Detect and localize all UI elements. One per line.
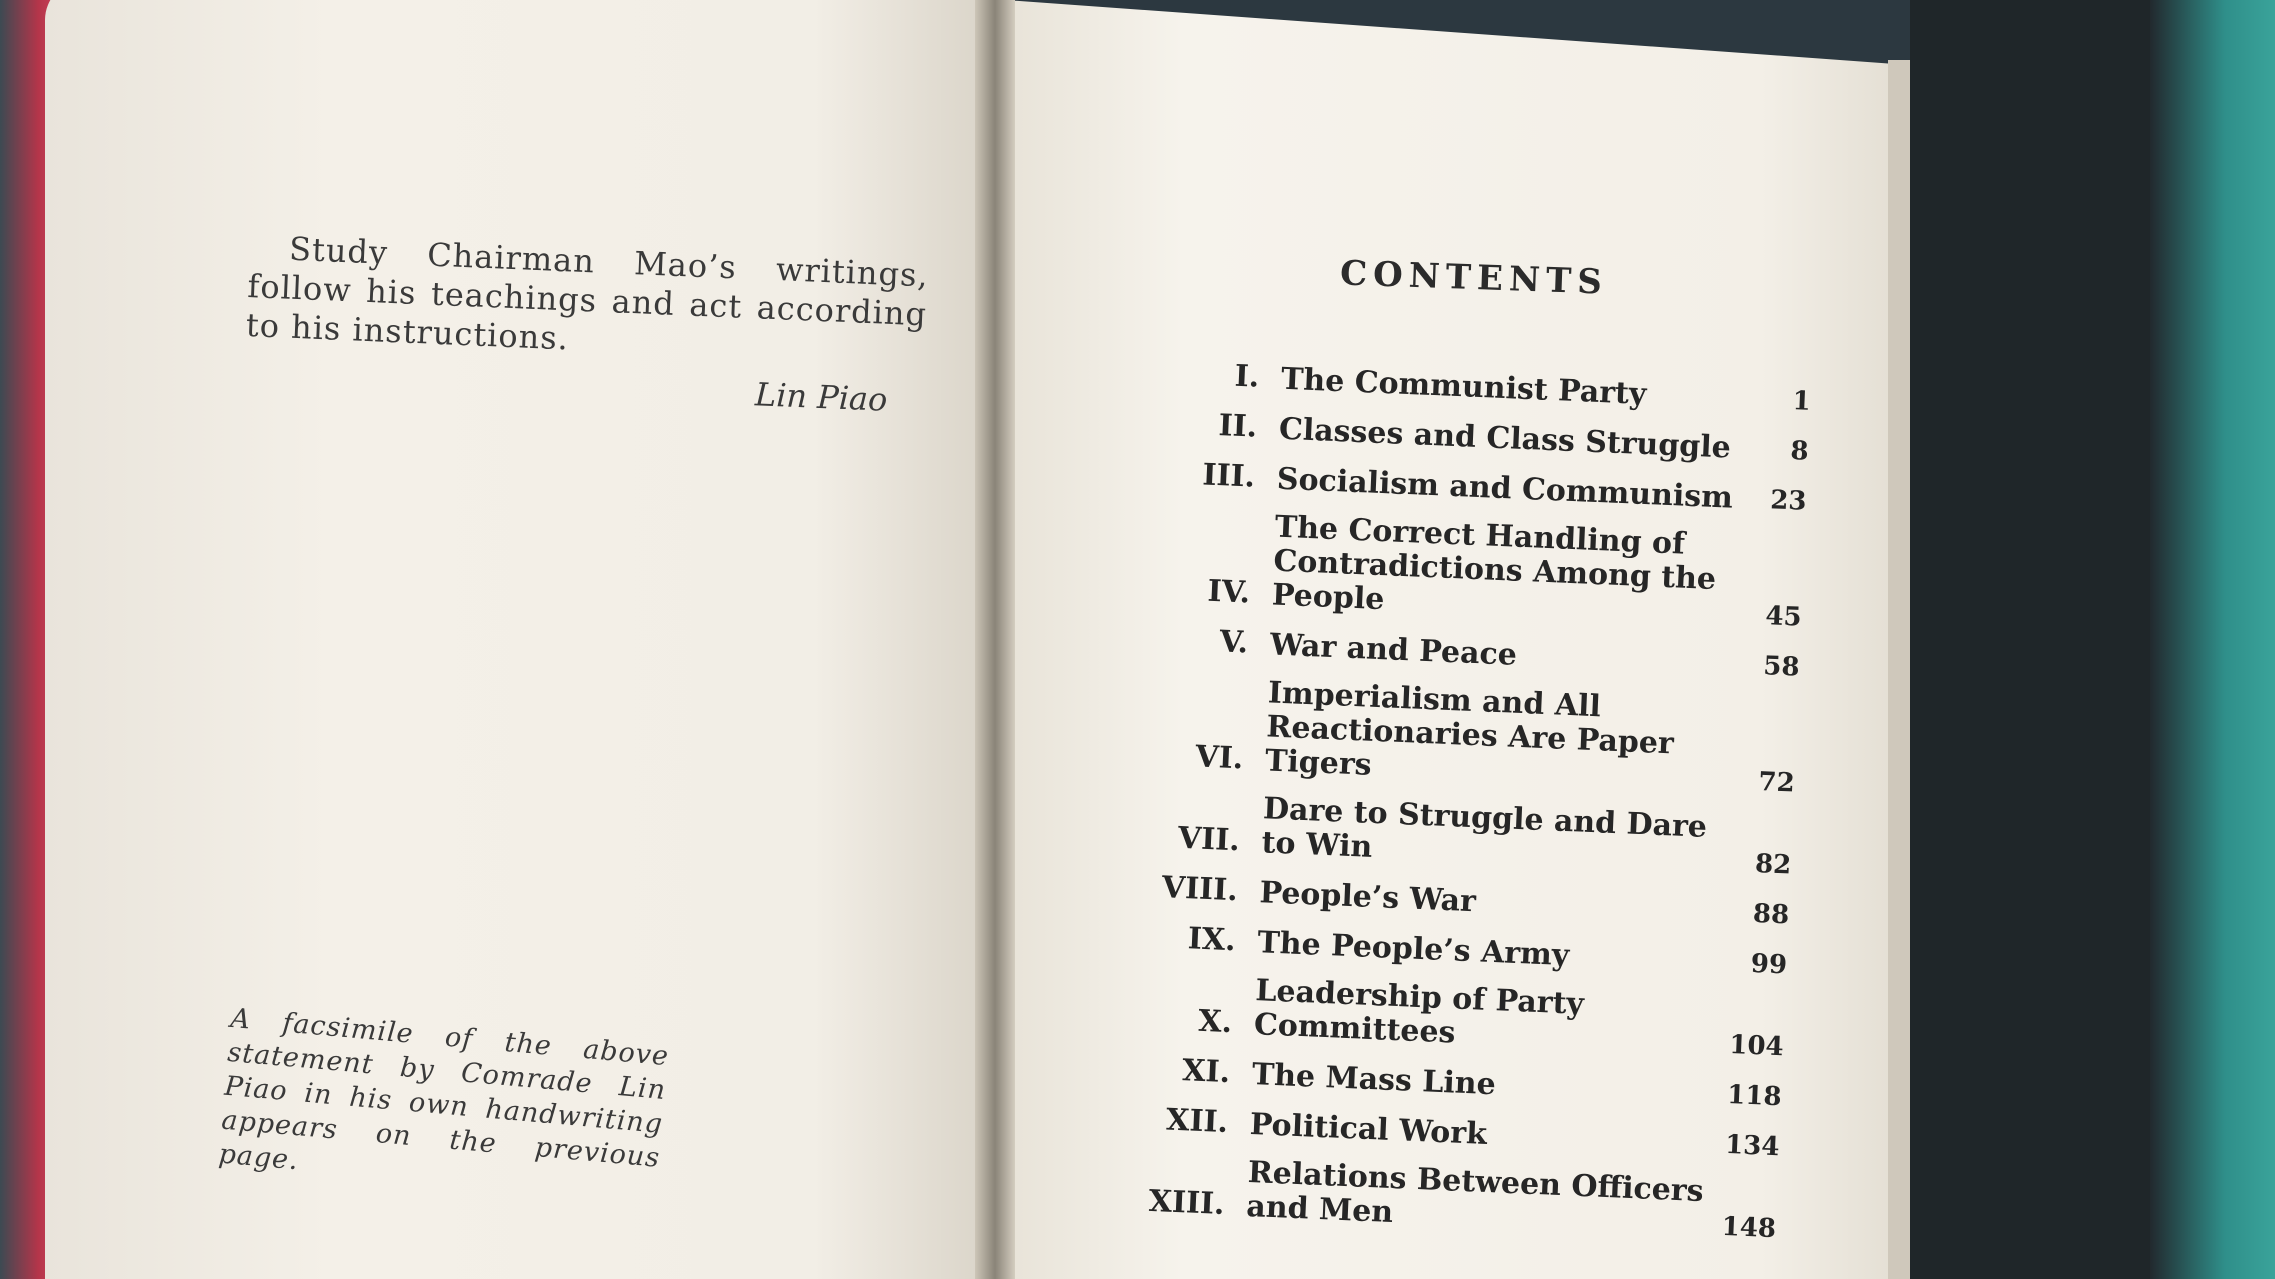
chapter-title: The Communist Party — [1280, 361, 1648, 412]
lin-piao-quote: Study Chairman Mao’s writings, follow his teachings and act according to his instructions. — [245, 229, 930, 358]
chapter-number: II. — [1217, 408, 1258, 445]
chapter-number: III. — [1201, 457, 1256, 495]
chapter-number: X. — [1197, 1003, 1233, 1041]
background-cloth — [2150, 0, 2275, 1279]
toc-entry — [1152, 672, 1816, 802]
chapter-title: War and Peace — [1269, 627, 1518, 673]
page-number: 82 — [1754, 848, 1792, 881]
book-gutter — [975, 0, 1015, 1279]
chapter-title: Relations Between Officers and Men — [1245, 1154, 1705, 1231]
chapter-title: The Mass Line — [1251, 1057, 1497, 1103]
chapter-number: V. — [1218, 624, 1249, 661]
page-number: 45 — [1764, 601, 1803, 633]
contents-heading: CONTENTS — [1339, 253, 1609, 303]
chapter-title: Socialism and Communism — [1276, 461, 1734, 516]
page-number: 104 — [1728, 1030, 1785, 1063]
facsimile-note: A facsimile of the above statement by Comrade Lin Piao in his own handwriting appears on the previous page. — [217, 1002, 671, 1177]
toc-entry — [1141, 969, 1803, 1065]
toc-entry — [1159, 506, 1823, 636]
toc-entry — [1149, 788, 1811, 884]
chapter-number: XIII. — [1148, 1183, 1226, 1223]
chapter-number: XI. — [1181, 1053, 1231, 1091]
chapter-number: I. — [1233, 358, 1260, 395]
page-number: 72 — [1757, 767, 1796, 799]
chapter-number: VII. — [1177, 820, 1241, 859]
chapter-number: XII. — [1165, 1102, 1229, 1141]
chapter-title: Classes and Class Struggle — [1278, 411, 1732, 466]
chapter-title: Imperialism and All Reactionaries Are Paper Tigers — [1264, 675, 1675, 783]
page-number: 8 — [1789, 436, 1810, 467]
page-number: 118 — [1726, 1079, 1783, 1113]
chapter-title: The Correct Handling of Contradictions Among the People — [1271, 509, 1717, 618]
page-number: 1 — [1791, 386, 1812, 417]
page-number: 134 — [1724, 1129, 1781, 1163]
signature: Lin Piao — [754, 375, 889, 419]
chapter-title: The People’s Army — [1256, 925, 1570, 974]
table-of-contents — [1133, 356, 1829, 1261]
chapter-number: IV. — [1206, 573, 1251, 611]
page-number: 58 — [1762, 651, 1801, 683]
chapter-title: People’s War — [1258, 875, 1477, 920]
dark-surface — [1910, 0, 2150, 1279]
page-number: 88 — [1752, 898, 1790, 931]
chapter-number: IX. — [1187, 921, 1237, 959]
chapter-title: Political Work — [1249, 1107, 1488, 1152]
chapter-number: VI. — [1194, 739, 1244, 777]
page-number: 148 — [1721, 1211, 1777, 1245]
page-edge — [1888, 60, 1910, 1279]
chapter-number: VIII. — [1161, 870, 1239, 909]
page-number: 23 — [1769, 485, 1808, 517]
page-number: 99 — [1750, 948, 1788, 981]
toc-entry — [1134, 1151, 1796, 1247]
chapter-title: Dare to Struggle and Dare to Win — [1260, 791, 1708, 865]
chapter-title: Leadership of Party Committees — [1253, 973, 1585, 1051]
